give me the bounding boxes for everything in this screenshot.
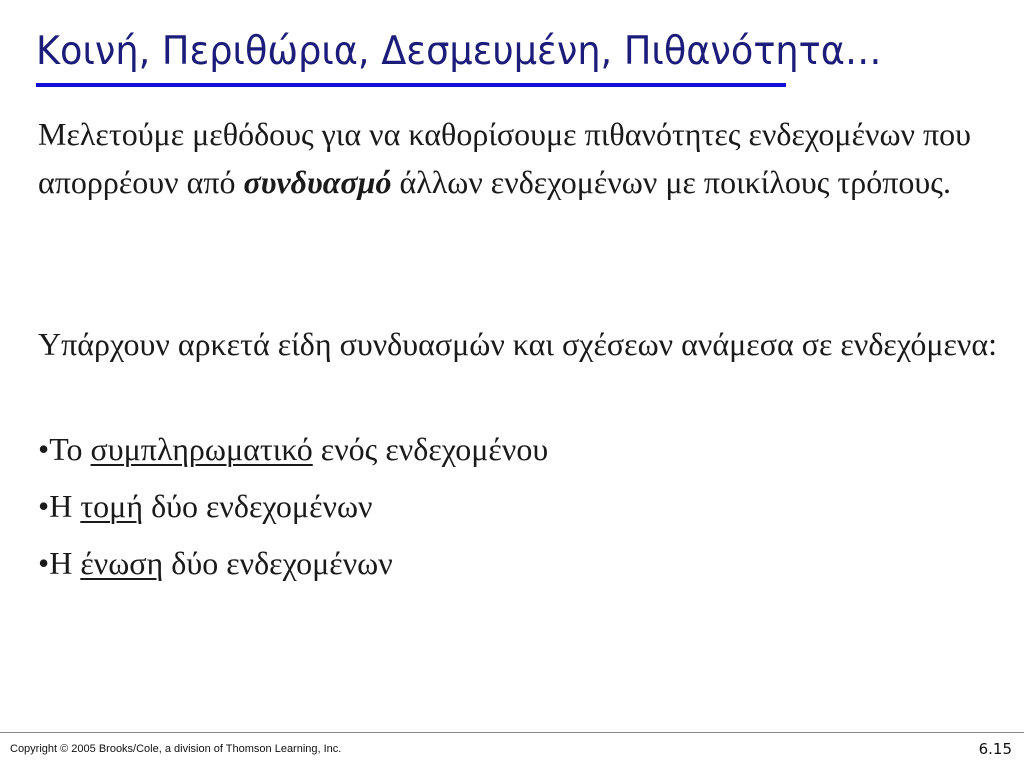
kinds-paragraph: Υπάρχουν αρκετά είδη συνδυασμών και σχέσεων ανάμεσα σε ενδεχόμενα:: [38, 326, 998, 362]
intro-text-before: Μελετούμε μεθόδους για να καθορίσουμε πιθανότητες ενδεχομένων που απορρέουν από: [38, 116, 972, 200]
bullet-suffix: δύο ενδεχομένων: [143, 488, 373, 524]
bullet-prefix: Η: [49, 545, 81, 581]
intro-emphasis: συνδυασμό: [243, 164, 392, 200]
bullet-complement: [38, 425, 998, 473]
intro-text-after: άλλων ενδεχομένων με ποικίλους τρόπους.: [391, 164, 951, 200]
bullet-intersection: [38, 482, 998, 530]
bullet-term-complement: συμπληρωματικό: [90, 431, 313, 467]
title-underline-rule: [36, 83, 786, 87]
footer-copyright: Copyright © 2005 Brooks/Cole, a division of Thomson Learning, Inc.: [10, 743, 342, 755]
bullet-term-intersection: τομή: [80, 488, 144, 524]
bullet-suffix: δύο ενδεχομένων: [163, 545, 393, 581]
footer-rule: [0, 732, 1024, 733]
bullet-term-union: ένωση: [80, 545, 164, 581]
bullet-union: [38, 539, 998, 587]
slide-title: Κοινή, Περιθώρια, Δεσμευμένη, Πιθανότητα…: [36, 29, 882, 74]
intro-paragraph: [38, 110, 998, 206]
page-number: 6.15: [978, 740, 1012, 758]
bullet-marker: •: [38, 431, 50, 467]
bullet-marker: •: [38, 545, 50, 581]
bullet-prefix: Η: [49, 488, 81, 524]
bullet-prefix: Το: [49, 431, 91, 467]
bullet-suffix: ενός ενδεχομένου: [312, 431, 549, 467]
bullet-marker: •: [38, 488, 50, 524]
